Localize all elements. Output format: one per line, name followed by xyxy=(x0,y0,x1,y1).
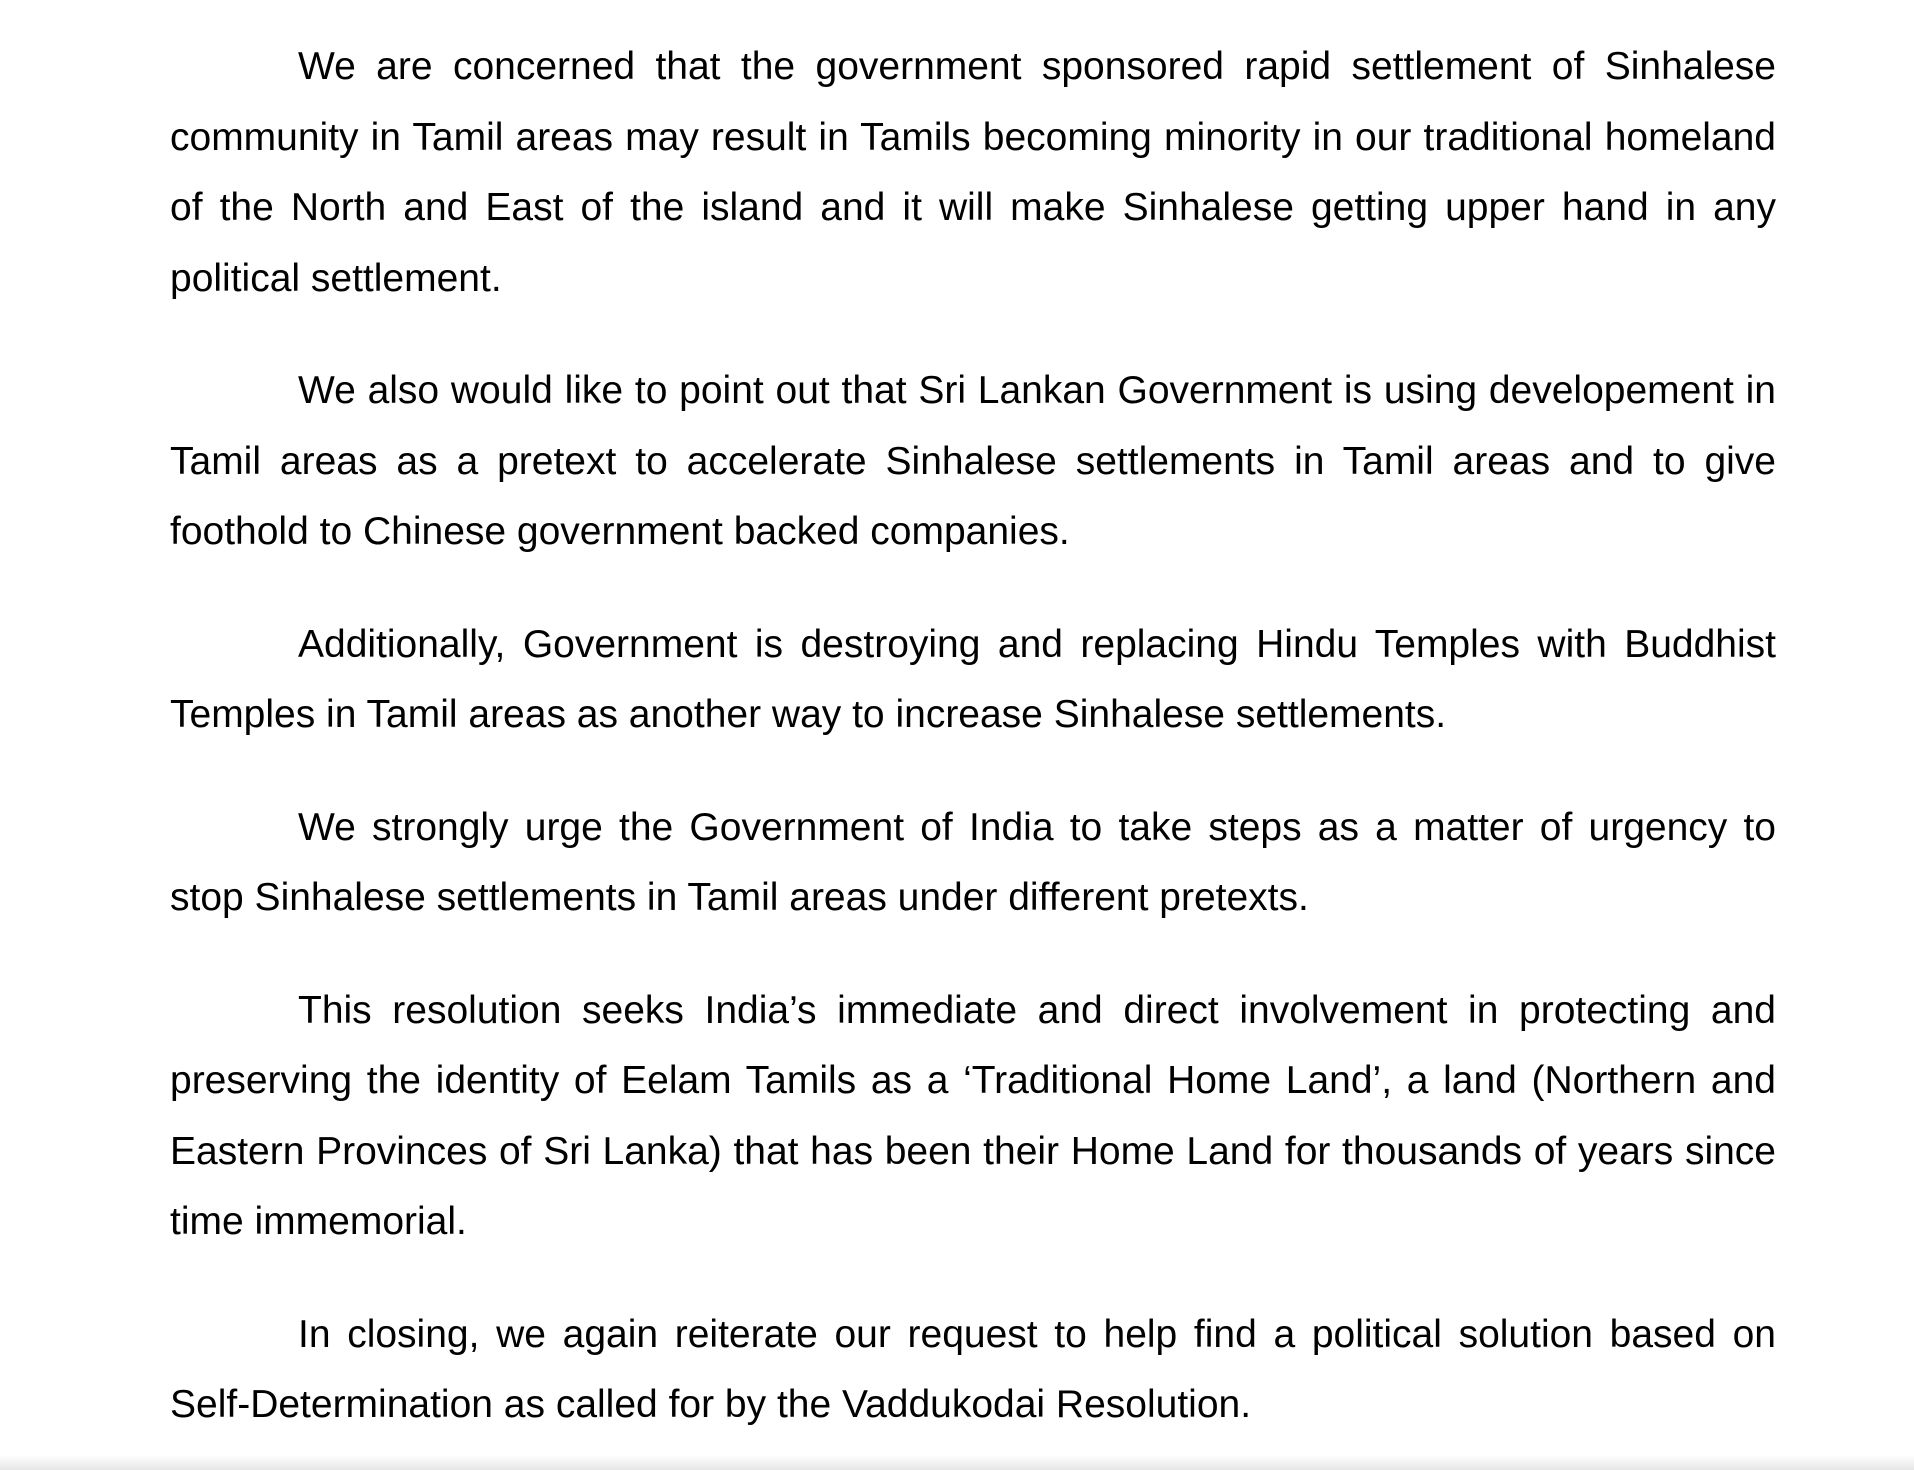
paragraph-resolution: This resolution seeks India’s immediate and direct involvement in protecting and preserving the identity of Eelam Tamils as a ‘Traditional Home Land’, a land (Northern and Eastern Provinces of Sri Lanka) that has been their Home Land for thousands of years since time immemorial. xyxy=(170,988,1776,1243)
page-bottom-edge xyxy=(0,1455,1914,1470)
document-body xyxy=(170,32,1776,1470)
paragraph-development-pretext: We also would like to point out that Sri Lankan Government is using developement in Tamil areas as a pretext to accelerate Sinhalese settlements in Tamil areas and to give foothold to Chinese government backed companies. xyxy=(170,369,1776,553)
paragraph-temples: Additionally, Government is destroying and replacing Hindu Temples with Buddhist Temples in Tamil areas as another way to increase Sinhalese settlements. xyxy=(170,622,1776,736)
paragraph-settlement-concern: We are concerned that the government sponsored rapid settlement of Sinhalese community in Tamil areas may result in Tamils becoming minority in our traditional homeland of the North and East of the island and it will make Sinhalese getting upper hand in any political settlement. xyxy=(170,45,1776,300)
paragraph-urge-india: We strongly urge the Government of India to take steps as a matter of urgency to stop Sinhalese settlements in Tamil areas under different pretexts. xyxy=(170,805,1776,919)
paragraph-closing: In closing, we again reiterate our request to help find a political solution based on Self-Determination as called for by the Vaddukodai Resolution. xyxy=(170,1312,1776,1426)
